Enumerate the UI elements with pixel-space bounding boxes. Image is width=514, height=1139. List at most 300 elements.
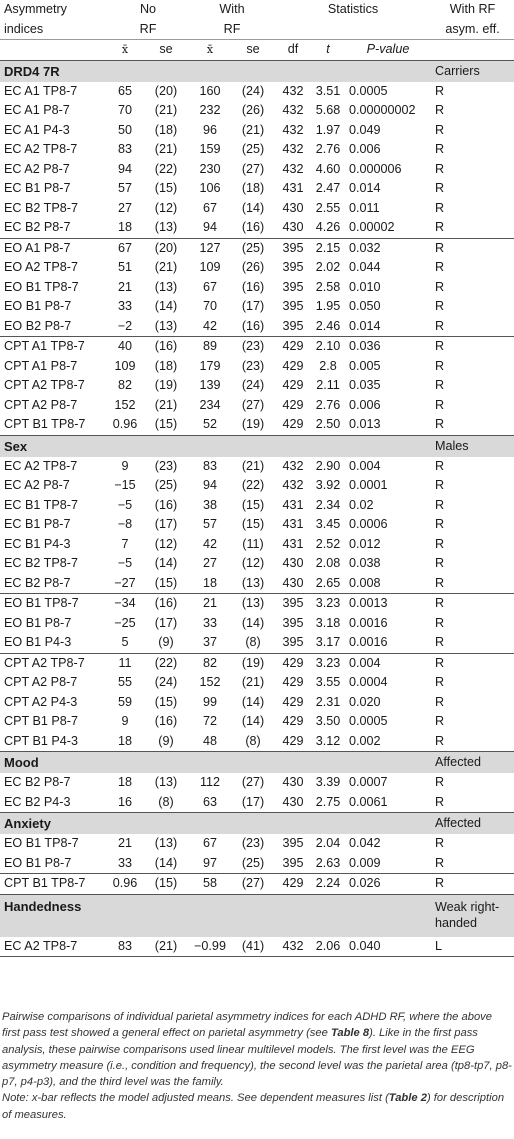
df: 395 xyxy=(282,260,304,274)
df: 395 xyxy=(282,836,304,850)
footnote-text-4: ) for description of measures. xyxy=(2,1092,505,1121)
df: 429 xyxy=(282,714,304,728)
with-rf-se: (19) xyxy=(241,417,265,431)
asym-effect: R xyxy=(435,83,445,98)
section-header xyxy=(0,813,514,835)
no-rf-mean: 40 xyxy=(107,337,143,357)
no-rf-mean: −5 xyxy=(117,497,133,512)
section-title: Sex xyxy=(0,435,431,457)
df: 429 xyxy=(282,417,304,431)
t-value: 1.95 xyxy=(315,299,341,313)
p-value: 0.020 xyxy=(349,694,381,709)
section-header xyxy=(0,894,514,937)
asym-effect: R xyxy=(435,615,445,630)
df: 431 xyxy=(282,536,304,551)
asym-effect: R xyxy=(435,103,445,117)
t-value: 3.12 xyxy=(315,733,341,748)
no-rf-mean: 109 xyxy=(114,358,136,373)
df: 431 xyxy=(282,181,304,195)
asym-effect: R xyxy=(435,497,445,512)
with-rf-mean: 83 xyxy=(203,458,218,473)
with-rf-mean: 94 xyxy=(203,220,218,234)
t-value: 1.97 xyxy=(315,122,341,137)
asym-effect: R xyxy=(435,855,445,870)
df: 431 xyxy=(282,497,304,512)
p-value: 0.002 xyxy=(349,733,381,748)
section-title: Handedness xyxy=(0,894,431,937)
asym-effect: R xyxy=(431,874,514,895)
with-rf-se: (22) xyxy=(241,478,265,492)
no-rf-mean: 59 xyxy=(117,694,132,709)
table-body xyxy=(0,60,514,957)
t-value: 2.04 xyxy=(315,836,341,850)
with-rf-se: (11) xyxy=(242,536,264,551)
no-rf-se: (21) xyxy=(154,103,178,117)
t-value: 2.55 xyxy=(315,200,341,215)
no-rf-se: (19) xyxy=(154,378,178,392)
t-value: 3.17 xyxy=(315,635,341,649)
with-rf-se: (12) xyxy=(241,556,265,570)
t-value: 2.10 xyxy=(311,337,345,357)
with-rf-mean: 63 xyxy=(203,794,218,809)
with-rf-mean: −0.99 xyxy=(189,937,231,957)
df: 432 xyxy=(282,142,304,156)
no-rf-se: (15) xyxy=(154,417,178,431)
t-value: 4.26 xyxy=(315,220,341,234)
no-rf-se: (14) xyxy=(154,855,178,870)
with-rf-se: (27) xyxy=(241,775,265,789)
no-rf-se: (20) xyxy=(154,83,178,98)
no-rf-se: (12) xyxy=(154,536,178,551)
asym-effect: R xyxy=(431,653,514,673)
df: 395 xyxy=(275,238,311,258)
t-value: 2.31 xyxy=(315,694,341,709)
df: 432 xyxy=(275,937,311,957)
table-row xyxy=(0,238,514,258)
no-rf-mean: −8 xyxy=(117,517,133,531)
p-value: 0.011 xyxy=(349,200,380,215)
no-rf-se: (23) xyxy=(154,458,178,473)
no-rf-se: (21) xyxy=(154,397,178,412)
with-rf-se: (8) xyxy=(245,635,261,649)
t-value: 2.50 xyxy=(315,417,341,431)
no-rf-se: (15) xyxy=(143,874,189,895)
with-rf-mean: 230 xyxy=(199,161,221,176)
t-value: 2.90 xyxy=(315,458,341,473)
no-rf-mean: 51 xyxy=(117,260,132,274)
t-value: 2.11 xyxy=(316,378,340,392)
with-rf-mean: 27 xyxy=(203,556,218,570)
p-value: 0.0016 xyxy=(349,635,388,649)
table-row xyxy=(0,396,514,416)
with-rf-mean: 112 xyxy=(199,775,221,789)
t-value: 2.8 xyxy=(319,358,337,373)
asym-effect: R xyxy=(435,299,445,313)
with-rf-mean: 82 xyxy=(189,653,231,673)
t-value: 2.34 xyxy=(315,497,341,512)
with-rf-se: (18) xyxy=(241,181,265,195)
with-rf-mean: 159 xyxy=(199,142,221,156)
p-value: 0.0005 xyxy=(349,714,388,728)
table-row xyxy=(0,415,514,435)
p-value: 0.004 xyxy=(349,458,381,473)
t-value: 3.23 xyxy=(311,653,345,673)
table-row xyxy=(0,476,514,496)
table-row xyxy=(0,535,514,555)
no-rf-se: (14) xyxy=(154,299,178,313)
no-rf-mean: 18 xyxy=(117,775,132,789)
with-rf-mean: 67 xyxy=(203,279,218,294)
index-label: EC B2 TP8-7 xyxy=(4,200,78,215)
no-rf-mean: 152 xyxy=(114,397,136,412)
index-label: EO B1 P4-3 xyxy=(4,635,72,649)
section-group: Carriers xyxy=(431,60,514,82)
with-rf-mean: 67 xyxy=(203,836,218,850)
section-group: Affected xyxy=(431,752,514,774)
with-rf-se: (23) xyxy=(241,836,265,850)
no-rf-mean: 0.96 xyxy=(112,417,138,431)
with-rf-mean: 106 xyxy=(199,181,221,195)
with-rf-se: (25) xyxy=(241,142,265,156)
index-label: EC B1 P8-7 xyxy=(4,181,71,195)
table-row xyxy=(0,633,514,653)
table-row xyxy=(0,834,514,854)
p-value: 0.040 xyxy=(345,937,431,957)
no-rf-mean: 9 xyxy=(121,458,129,473)
t-value: 2.15 xyxy=(311,238,345,258)
asym-effect: R xyxy=(435,279,445,294)
no-rf-se: (18) xyxy=(154,122,178,137)
p-value: 0.012 xyxy=(349,536,381,551)
df: 432 xyxy=(282,161,304,176)
with-rf-mean: 232 xyxy=(199,103,221,117)
table-row xyxy=(0,515,514,535)
with-rf-se: (27) xyxy=(241,161,265,176)
asym-effect: R xyxy=(435,478,445,492)
with-rf-mean: 234 xyxy=(199,397,221,412)
with-rf-mean: 21 xyxy=(189,594,231,614)
df: 429 xyxy=(282,378,304,392)
t-value: 3.45 xyxy=(315,517,341,531)
table-row xyxy=(0,854,514,874)
with-rf-mean: 48 xyxy=(203,733,218,748)
no-rf-mean: 7 xyxy=(121,536,129,551)
with-rf-mean: 18 xyxy=(203,575,218,590)
index-label: EC A1 P4-3 xyxy=(4,122,70,137)
index-label: EC A2 P8-7 xyxy=(4,161,70,176)
with-rf-se: (16) xyxy=(241,318,265,333)
df: 429 xyxy=(282,694,304,709)
with-rf-se: (23) xyxy=(241,358,265,373)
table-row xyxy=(0,317,514,337)
section-title: DRD4 7R xyxy=(0,60,431,82)
t-value: 3.50 xyxy=(315,714,341,728)
asym-effect: R xyxy=(435,161,445,176)
index-label: EC A2 TP8-7 xyxy=(4,142,78,156)
footnote-text-2: ). Like in the first pass analysis, these pairwise comparisons used linear multilevel models. The first level was the EEG asymmetry measure (i.e., condition and frequency), the second level was the parietal area (tp8-tp7, p8-p7, p4-p3), and the third level was the family. xyxy=(2,1027,512,1089)
table-row xyxy=(0,101,514,121)
no-rf-mean: 21 xyxy=(117,279,132,294)
header-indices-line2: indices xyxy=(4,21,44,36)
header-t: t xyxy=(326,42,330,56)
df: 395 xyxy=(275,594,311,614)
with-rf-se: (21) xyxy=(241,122,265,137)
with-rf-mean: 109 xyxy=(199,260,221,274)
no-rf-mean: −2 xyxy=(117,318,133,333)
index-label: EO B1 TP8-7 xyxy=(4,279,79,294)
t-value: 2.75 xyxy=(315,794,341,809)
p-value: 0.00002 xyxy=(349,220,395,234)
t-value: 2.24 xyxy=(311,874,345,895)
table-row xyxy=(0,937,514,957)
section-group-line1: Weak right- xyxy=(435,899,500,914)
df: 395 xyxy=(282,635,304,649)
index-label: EC A1 TP8-7 xyxy=(4,83,78,98)
with-rf-mean: 179 xyxy=(199,358,221,373)
with-rf-se: (8) xyxy=(245,733,261,748)
no-rf-mean: 82 xyxy=(117,378,132,392)
df: 429 xyxy=(275,653,311,673)
with-rf-se: (17) xyxy=(241,794,265,809)
with-rf-se: (14) xyxy=(241,615,265,630)
no-rf-mean: 18 xyxy=(117,733,132,748)
no-rf-se: (22) xyxy=(154,161,178,176)
no-rf-se: (8) xyxy=(158,794,174,809)
p-value: 0.010 xyxy=(349,279,381,294)
table-header xyxy=(0,0,514,60)
index-label: CPT A2 P8-7 xyxy=(4,397,78,412)
df: 429 xyxy=(275,874,311,895)
with-rf-se: (21) xyxy=(241,675,265,689)
with-rf-se: (23) xyxy=(231,337,275,357)
with-rf-se: (15) xyxy=(241,517,265,531)
table-row xyxy=(0,337,514,357)
p-value: 0.036 xyxy=(345,337,431,357)
with-rf-mean: 139 xyxy=(199,378,221,392)
index-label: EC A1 P8-7 xyxy=(4,103,70,117)
section-title: Mood xyxy=(0,752,431,774)
no-rf-mean: 21 xyxy=(117,836,132,850)
p-value: 0.005 xyxy=(349,358,381,373)
t-value: 5.68 xyxy=(315,103,341,117)
asym-effect: R xyxy=(435,556,445,570)
table-row xyxy=(0,258,514,278)
p-value: 0.0007 xyxy=(349,775,388,789)
with-rf-se: (26) xyxy=(241,103,265,117)
no-rf-mean: 67 xyxy=(107,238,143,258)
index-label: CPT A2 P4-3 xyxy=(4,694,78,709)
t-value: 3.51 xyxy=(315,83,341,98)
p-value: 0.0005 xyxy=(349,83,388,98)
p-value: 0.0016 xyxy=(349,615,388,630)
t-value: 2.06 xyxy=(311,937,345,957)
no-rf-mean: −25 xyxy=(114,615,136,630)
df: 432 xyxy=(282,478,304,492)
asym-effect: R xyxy=(435,220,445,234)
asym-effect: R xyxy=(435,675,445,689)
asym-effect: R xyxy=(435,458,445,473)
with-rf-se: (14) xyxy=(241,200,265,215)
df: 395 xyxy=(282,615,304,630)
table-row xyxy=(0,218,514,238)
index-label: EO B1 P8-7 xyxy=(4,615,72,630)
with-rf-se: (26) xyxy=(241,260,265,274)
asym-effect: R xyxy=(435,775,445,789)
footnote-ref-table-8[interactable]: Table 8 xyxy=(330,1027,370,1040)
no-rf-se: (21) xyxy=(154,142,178,156)
with-rf-mean: 42 xyxy=(203,536,218,551)
index-label: CPT B1 TP8-7 xyxy=(4,417,86,431)
p-value: 0.0006 xyxy=(349,517,388,531)
with-rf-se: (13) xyxy=(231,594,275,614)
p-value: 0.035 xyxy=(349,378,381,392)
asym-effect: R xyxy=(435,181,445,195)
p-value: 0.013 xyxy=(349,417,381,431)
p-value: 0.044 xyxy=(349,260,381,274)
no-rf-se: (16) xyxy=(154,714,178,728)
header-no-rf-se: se xyxy=(159,42,173,56)
asym-effect: L xyxy=(431,937,514,957)
section-header xyxy=(0,752,514,774)
with-rf-mean: 160 xyxy=(199,83,221,98)
no-rf-mean: 18 xyxy=(117,220,132,234)
t-value: 2.46 xyxy=(315,318,341,333)
table-row xyxy=(0,793,514,813)
asym-effect: R xyxy=(435,536,445,551)
df: 395 xyxy=(282,855,304,870)
index-label: CPT A2 TP8-7 xyxy=(0,653,107,673)
table-row xyxy=(0,693,514,713)
with-rf-mean: 33 xyxy=(203,615,218,630)
asym-effect: R xyxy=(435,714,445,728)
index-label: EC B1 P8-7 xyxy=(4,517,71,531)
table-row xyxy=(0,199,514,219)
no-rf-mean: 50 xyxy=(117,122,132,137)
header-indices: Asymmetry xyxy=(4,2,67,16)
no-rf-mean: 0.96 xyxy=(107,874,143,895)
no-rf-mean: 5 xyxy=(121,635,129,649)
header-with-rf-mean: x̄ xyxy=(206,43,214,56)
with-rf-mean: 52 xyxy=(203,417,218,431)
t-value: 3.92 xyxy=(315,478,341,492)
df: 432 xyxy=(282,103,304,117)
asym-effect: R xyxy=(435,397,445,412)
header-no-rf: No xyxy=(139,2,157,16)
header-with-rf-line2: RF xyxy=(223,21,241,36)
p-value: 0.004 xyxy=(345,653,431,673)
index-label: CPT A2 TP8-7 xyxy=(4,378,85,392)
p-value: 0.014 xyxy=(349,181,381,195)
asym-effect: R xyxy=(435,635,445,649)
footnote-ref-table-2[interactable]: Table 2 xyxy=(388,1092,427,1105)
no-rf-se: (12) xyxy=(154,200,178,215)
table-row xyxy=(0,732,514,752)
no-rf-mean: 65 xyxy=(117,83,132,98)
asym-effect: R xyxy=(435,142,445,156)
no-rf-se: (16) xyxy=(143,594,189,614)
with-rf-se: (14) xyxy=(241,694,265,709)
footnote-text-3: Note: x-bar reflects the model adjusted means. See dependent measures list ( xyxy=(2,1092,389,1105)
p-value: 0.006 xyxy=(349,397,381,412)
table-row xyxy=(0,773,514,793)
no-rf-se: (21) xyxy=(154,260,178,274)
no-rf-mean: −15 xyxy=(114,478,136,492)
table-row xyxy=(0,297,514,317)
header-statistics: Statistics xyxy=(327,2,379,16)
no-rf-mean: −34 xyxy=(107,594,143,614)
df: 431 xyxy=(282,517,304,531)
table-row xyxy=(0,457,514,477)
table-row xyxy=(0,653,514,673)
index-label: EC A2 TP8-7 xyxy=(0,937,107,957)
section-group-line2: handed xyxy=(435,915,478,930)
p-value: 0.026 xyxy=(345,874,431,895)
with-rf-se: (13) xyxy=(241,575,265,590)
asym-effect: R xyxy=(431,594,514,614)
section-group: Males xyxy=(431,435,514,457)
section-group: Affected xyxy=(431,813,514,835)
t-value: 3.39 xyxy=(315,775,341,789)
df: 429 xyxy=(282,733,304,748)
asym-effect: R xyxy=(435,358,445,373)
with-rf-mean: 42 xyxy=(203,318,218,333)
t-value: 2.58 xyxy=(315,279,341,294)
no-rf-se: (17) xyxy=(154,615,178,630)
df: 429 xyxy=(282,358,304,373)
with-rf-se: (25) xyxy=(231,238,275,258)
no-rf-se: (13) xyxy=(154,775,178,789)
p-value: 0.0061 xyxy=(349,794,388,809)
with-rf-se: (21) xyxy=(241,458,265,473)
no-rf-se: (18) xyxy=(154,358,178,373)
with-rf-se: (16) xyxy=(241,220,265,234)
index-label: CPT B1 TP8-7 xyxy=(0,874,107,895)
with-rf-mean: 67 xyxy=(203,200,218,215)
header-with-rf: With xyxy=(219,2,245,16)
index-label: EC B1 P4-3 xyxy=(4,536,71,551)
index-label: CPT A1 TP8-7 xyxy=(0,337,107,357)
asym-effect: R xyxy=(435,318,445,333)
no-rf-mean: 16 xyxy=(117,794,132,809)
no-rf-se: (15) xyxy=(154,694,178,709)
no-rf-se: (25) xyxy=(154,478,178,492)
df: 430 xyxy=(282,794,304,809)
table-row xyxy=(0,278,514,298)
index-label: EO A2 TP8-7 xyxy=(4,260,78,274)
table-row xyxy=(0,121,514,141)
asym-effect: R xyxy=(435,260,445,274)
table-row xyxy=(0,357,514,377)
with-rf-se: (27) xyxy=(231,874,275,895)
t-value: 2.08 xyxy=(315,556,341,570)
table-row xyxy=(0,712,514,732)
no-rf-se: (24) xyxy=(154,675,178,689)
no-rf-mean: 83 xyxy=(117,142,132,156)
table-row xyxy=(0,554,514,574)
no-rf-se: (15) xyxy=(154,181,178,195)
asym-effect: R xyxy=(435,517,445,531)
no-rf-mean: −5 xyxy=(117,556,133,570)
t-value: 3.55 xyxy=(315,675,341,689)
with-rf-se: (24) xyxy=(241,83,265,98)
with-rf-se: (24) xyxy=(241,378,265,392)
p-value: 0.038 xyxy=(349,556,381,570)
p-value: 0.042 xyxy=(349,836,381,850)
df: 429 xyxy=(282,675,304,689)
no-rf-se: (9) xyxy=(158,635,174,649)
with-rf-se: (15) xyxy=(241,497,265,512)
no-rf-mean: 83 xyxy=(107,937,143,957)
